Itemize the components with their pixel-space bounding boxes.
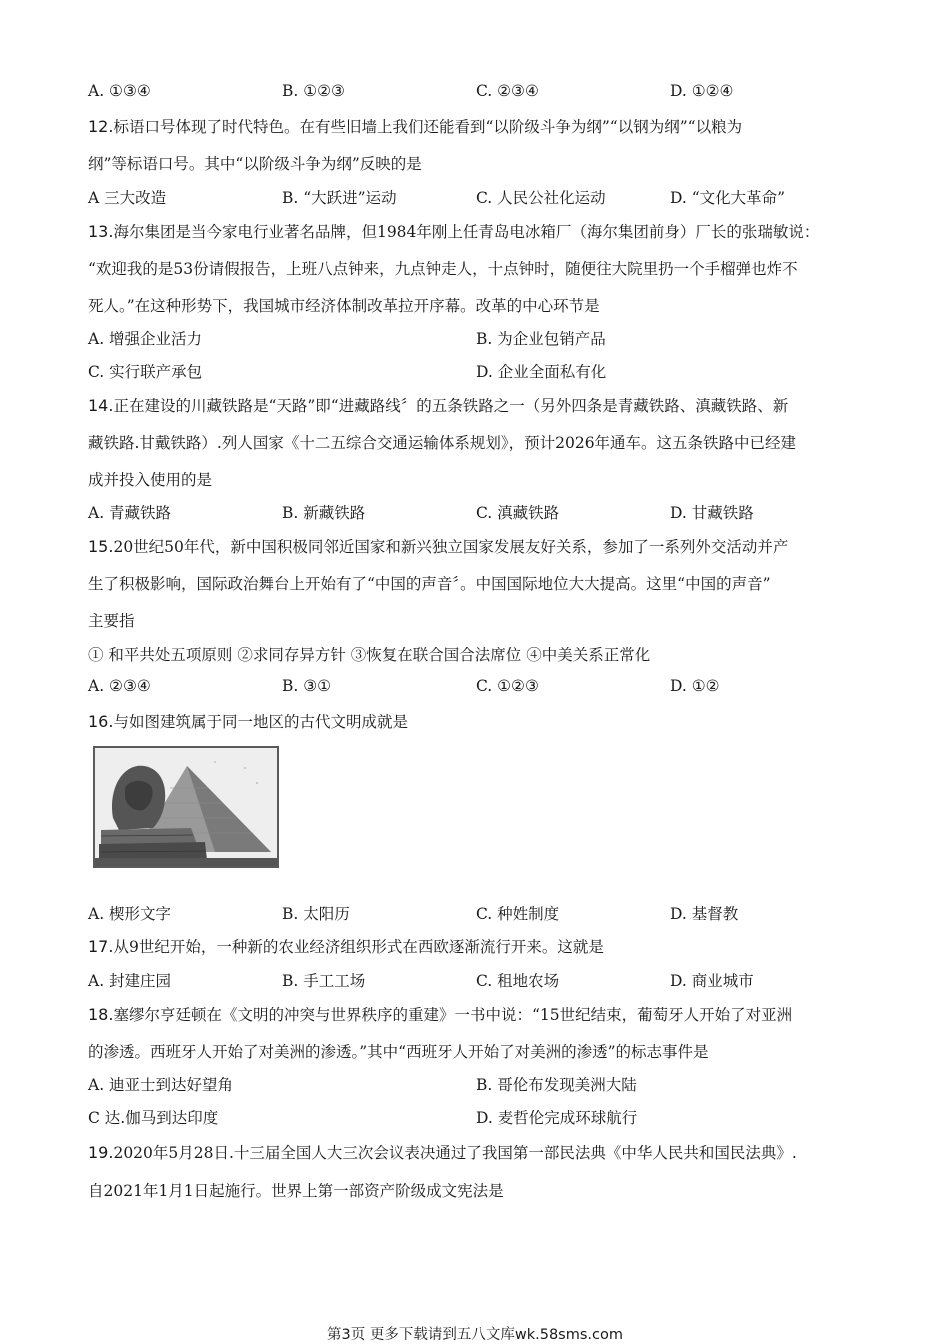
q15-option-c: C. ①②③ xyxy=(476,677,539,695)
q12-text-1: 标语口号体现了时代特色。在有些旧墙上我们还能看到“以阶级斗争为纲”“以钢为纲”“以粮为 xyxy=(113,118,743,136)
q14-number: 14. xyxy=(88,396,114,415)
sphinx-pyramid-illustration xyxy=(95,748,277,866)
q15-stem-line-2: 生了积极影响，国际政治舞台上开始有了“中国的声音〞。中国国际地位大大提高。这里“中国的声音” xyxy=(88,575,771,593)
q15-option-d: D. ①② xyxy=(670,677,720,695)
q13-options-row-1 xyxy=(88,327,868,349)
q15-options xyxy=(88,677,868,699)
q12-option-a: A 三大改造 xyxy=(88,189,167,207)
q17-options xyxy=(88,969,868,991)
q15-number: 15. xyxy=(88,537,114,556)
q17-stem-line-1 xyxy=(88,935,604,957)
q18-options-row-2 xyxy=(88,1106,868,1128)
q17-option-d: D. 商业城市 xyxy=(670,972,754,990)
q17-option-b: B. 手工工场 xyxy=(282,972,366,990)
q12-option-d: D. “文化大革命” xyxy=(670,189,786,207)
q13-text-1: 海尔集团是当今家电行业著名品牌，但1984年刚上任青岛电冰箱厂（海尔集团前身）厂长的张瑞敏说： xyxy=(113,223,820,241)
q19-stem-line-1 xyxy=(88,1141,797,1163)
q15-option-a: A. ②③④ xyxy=(88,677,151,695)
q14-option-a: A. 青藏铁路 xyxy=(88,504,172,522)
q16-option-b: B. 太阳历 xyxy=(282,905,350,923)
q12-stem-line-1 xyxy=(88,115,742,137)
q13-option-c: C. 实行联产承包 xyxy=(88,363,203,381)
q19-stem-line-2: 自2021年1月1日起施行。世界上第一部资产阶级成文宪法是 xyxy=(88,1182,504,1200)
q18-options-row-1 xyxy=(88,1073,868,1095)
q15-text-1: 20世纪50年代，新中国积极同邻近国家和新兴独立国家发展友好关系，参加了一系列外交活动并产 xyxy=(113,538,789,556)
q13-number: 13. xyxy=(88,222,114,241)
q18-stem-line-1 xyxy=(88,1003,792,1025)
q14-option-d: D. 甘藏铁路 xyxy=(670,504,754,522)
q18-option-c: C 达.伽马到达印度 xyxy=(88,1109,219,1127)
q18-option-d: D. 麦哲伦完成环球航行 xyxy=(476,1109,638,1127)
q13-option-d: D. 企业全面私有化 xyxy=(476,363,607,381)
q13-options-row-2 xyxy=(88,360,868,382)
sphinx-pyramid-image xyxy=(93,746,279,868)
q18-option-a: A. 迪亚士到达好望角 xyxy=(88,1076,234,1094)
q14-text-1: 正在建设的川藏铁路是“天路”即“进藏路线〞的五条铁路之一（另外四条是青藏铁路、滇藏铁路、新 xyxy=(113,397,789,415)
q19-number: 19. xyxy=(88,1143,114,1162)
q19-text-1: 2020年5月28日.十三届全国人大三次会议表决通过了我国第一部民法典《中华人民共和国民法典》. xyxy=(113,1144,797,1162)
q13-stem-line-1 xyxy=(88,220,819,242)
q12-stem-line-2: 纲”等标语口号。其中“以阶级斗争为纲”反映的是 xyxy=(88,155,422,173)
q12-option-c: C. 人民公社化运动 xyxy=(476,189,606,207)
q17-number: 17. xyxy=(88,937,114,956)
q11-options xyxy=(88,82,868,104)
q18-stem-line-2: 的渗透。西班牙人开始了对美洲的渗透。”其中“西班牙人开始了对美洲的渗透”的标志事件是 xyxy=(88,1043,709,1061)
q13-option-a: A. 增强企业活力 xyxy=(88,330,203,348)
q14-stem-line-2: 藏铁路.甘戴铁路）.列人国家《十二五综合交通运输体系规划》，预计2026年通车。这五条铁路中已经建 xyxy=(88,434,797,452)
q13-option-b: B. 为企业包销产品 xyxy=(476,330,606,348)
q17-text-1: 从9世纪开始，一种新的农业经济组织形式在西欧逐渐流行开来。这就是 xyxy=(113,938,604,956)
q15-items: ① 和平共处五项原则 ②求同存异方针 ③恢复在联合国合法席位 ④中美关系正常化 xyxy=(88,646,651,664)
q16-options xyxy=(88,902,868,924)
q11-option-a: A. ①③④ xyxy=(88,82,151,100)
q14-option-b: B. 新藏铁路 xyxy=(282,504,366,522)
q16-option-a: A. 楔形文字 xyxy=(88,905,172,923)
q18-text-1: 塞缪尔亨廷顿在《文明的冲突与世界秩序的重建》一书中说：“15世纪结束，葡萄牙人开始了对亚洲 xyxy=(113,1006,793,1024)
q13-stem-line-2: “欢迎我的是53份请假报告，上班八点钟来，九点钟走人，十点钟时，随便往大院里扔一个手榴弹也炸不 xyxy=(88,260,798,278)
q11-option-b: B. ①②③ xyxy=(282,82,345,100)
q14-options xyxy=(88,501,868,523)
q12-option-b: B. “大跃进”运动 xyxy=(282,189,397,207)
q14-option-c: C. 滇藏铁路 xyxy=(476,504,560,522)
q18-number: 18. xyxy=(88,1005,114,1024)
q15-option-b: B. ③① xyxy=(282,677,332,695)
q14-stem-line-3: 成并投入使用的是 xyxy=(88,471,213,489)
q16-number: 16. xyxy=(88,712,114,731)
q17-option-a: A. 封建庄园 xyxy=(88,972,172,990)
q13-stem-line-3: 死人。”在这种形势下，我国城市经济体制改革拉开序幕。改革的中心环节是 xyxy=(88,297,600,315)
q11-option-d: D. ①②④ xyxy=(670,82,734,100)
q14-stem-line-1 xyxy=(88,394,788,416)
q15-stem-line-1 xyxy=(88,535,788,557)
q16-stem-line-1 xyxy=(88,710,408,732)
q11-option-c: C. ②③④ xyxy=(476,82,539,100)
page-footer: 第3页 更多下载请到五八文库wk.58sms.com xyxy=(327,1327,623,1343)
q12-options xyxy=(88,186,868,208)
q16-option-c: C. 种姓制度 xyxy=(476,905,560,923)
q15-stem-line-3: 主要指 xyxy=(88,612,135,630)
q18-option-b: B. 哥伦布发现美洲大陆 xyxy=(476,1076,637,1094)
q16-option-d: D. 基督教 xyxy=(670,905,739,923)
q17-option-c: C. 租地农场 xyxy=(476,972,560,990)
q16-text-1: 与如图建筑属于同一地区的古代文明成就是 xyxy=(113,713,408,731)
q12-number: 12. xyxy=(88,117,114,136)
